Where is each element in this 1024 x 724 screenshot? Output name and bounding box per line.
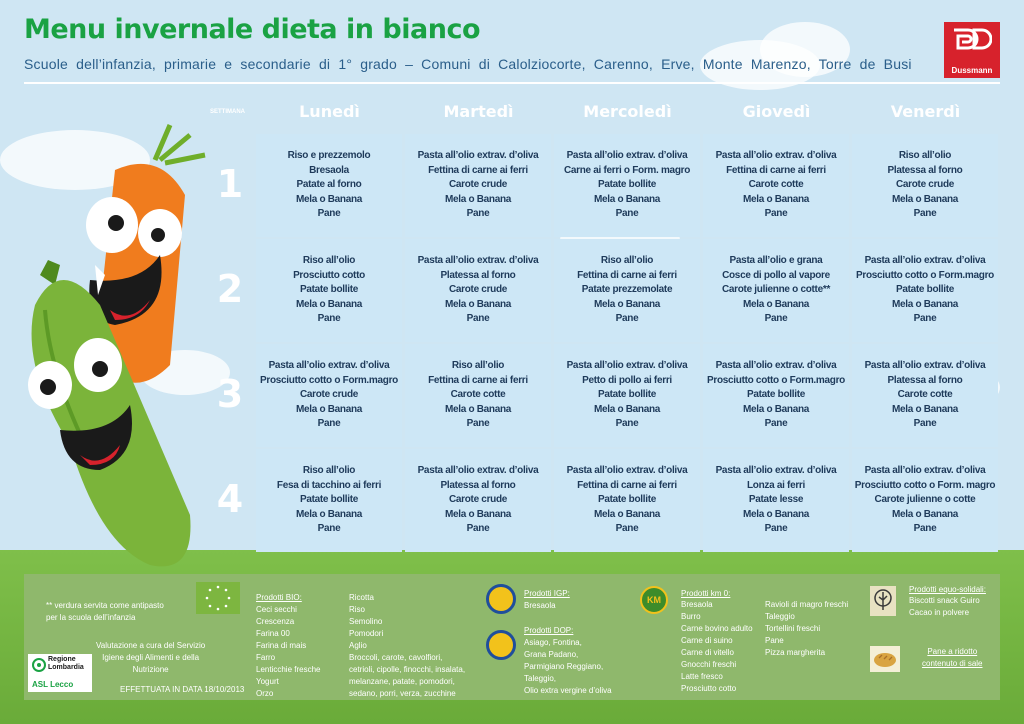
dish-line: Mela o Banana (891, 298, 959, 310)
equo-list: Biscotti snack Guiro Cacao in polvere (909, 596, 980, 617)
dish-line: Platessa al forno (440, 479, 516, 491)
dish-line: Pane (764, 208, 788, 220)
dish-line: Pane (615, 523, 639, 535)
dish-line: Mela o Banana (891, 403, 959, 415)
dop-title: Prodotti DOP: (524, 626, 574, 635)
dish-line: Lonza ai ferri (746, 479, 806, 491)
dish-line: Mela o Banana (593, 298, 661, 310)
day-header-wednesday: Mercoledì (583, 102, 672, 121)
menu-cell-w3-friday (852, 344, 998, 447)
km0-badge-icon: KM (640, 586, 668, 614)
menu-cell-w1-tuesday (405, 134, 551, 237)
dish-line: Patate bollite (299, 494, 359, 506)
dish-line: Riso all’olio (302, 255, 356, 267)
footer-legend (24, 574, 1000, 700)
vegetable-characters-illustration (20, 115, 220, 585)
dish-line: Prosciutto cotto o Form.magro (260, 374, 398, 386)
menu-cell-w4-monday (256, 449, 402, 552)
dish-line: Platessa al forno (887, 164, 963, 176)
page-title: Menu invernale dieta in bianco (24, 14, 481, 45)
menu-cell-w1-thursday (703, 134, 849, 237)
dish-line: Pane (466, 418, 490, 430)
week-column-header: SETTIMANA (210, 109, 245, 115)
dish-line: Pane (764, 523, 788, 535)
menu-cell-w4-friday (852, 449, 998, 552)
dish-line: Mela o Banana (444, 508, 512, 520)
menu-cell-w1-friday (852, 134, 998, 237)
dish-line: Pasta all’olio extrav. d’oliva (566, 360, 688, 372)
dish-line: Carote cotte (450, 389, 506, 401)
dish-line: Riso all’olio (898, 150, 952, 162)
dish-line: Patate lesse (748, 494, 804, 506)
dish-line: Carne ai ferri o Form. magro (563, 164, 691, 176)
menu-cell-w1-monday (256, 134, 402, 237)
dish-line: Pasta all’olio e grana (729, 255, 823, 267)
dish-line: Carote crude (448, 179, 508, 191)
menu-cell-w3-wednesday (554, 344, 700, 447)
dish-line: Pasta all’olio extrav. d’oliva (417, 465, 539, 477)
week-number-4: 4 (216, 477, 244, 521)
dish-line: Riso e prezzemolo (287, 150, 371, 162)
dish-line: Carote crude (299, 389, 359, 401)
dish-line: Pane (913, 523, 937, 535)
menu-cell-w2-friday (852, 239, 998, 342)
menu-cell-w1-wednesday (554, 134, 700, 237)
dish-line: Mela o Banana (444, 298, 512, 310)
dish-line: Mela o Banana (295, 403, 363, 415)
pane-note: Pane a ridotto contenuto di sale (922, 647, 983, 668)
dish-line: Bresaola (309, 164, 349, 176)
dish-line: Patate bollite (299, 284, 359, 296)
dish-line: Pane (615, 418, 639, 430)
dish-line: Pane (317, 523, 341, 535)
dish-line: Patate prezzemolate (581, 284, 673, 296)
dussmann-mark-icon (952, 26, 992, 52)
dish-line: Mela o Banana (742, 193, 810, 205)
igp-list: Bresaola (524, 601, 556, 610)
dish-line: Pane (615, 313, 639, 325)
dish-line: Pane (913, 313, 937, 325)
dish-line: Mela o Banana (742, 403, 810, 415)
dish-line: Fettina di carne ai ferri (577, 269, 677, 281)
dish-line: Pane (615, 208, 639, 220)
dish-line: Pasta all’olio extrav. d’oliva (864, 465, 986, 477)
dish-line: Pasta all’olio extrav. d’oliva (715, 360, 837, 372)
dop-list: Asiago, Fontina, Grana Padano, Parmigiano Reggiano, Taleggio, Olio extra vergine d’oliva (524, 638, 612, 695)
dish-line: Mela o Banana (891, 193, 959, 205)
dish-line: Mela o Banana (593, 403, 661, 415)
dish-line: Mela o Banana (593, 508, 661, 520)
dish-line: Mela o Banana (593, 193, 661, 205)
menu-cell-w3-tuesday (405, 344, 551, 447)
km0-title: Prodotti km 0: (681, 589, 731, 598)
menu-cell-w4-tuesday (405, 449, 551, 552)
dish-line: Pasta all’olio extrav. d’oliva (417, 150, 539, 162)
dop-seal-icon (486, 630, 516, 660)
dussmann-logo (944, 22, 1000, 78)
lombardy-rose-icon (31, 657, 47, 673)
validation-note: Valutazione a cura del Servizio Igiene degli Alimenti e della Nutrizione (96, 641, 206, 674)
dish-line: Pane (764, 418, 788, 430)
dish-line: Mela o Banana (742, 298, 810, 310)
dish-line: Fettina di carne ai ferri (577, 479, 677, 491)
bio-list-2: Ricotta Riso Semolino Pomodori Aglio Broccoli, carote, cavolfiori, cetrioli, cipolle, finocchi, insalata, melanzane, patate, pomodori, sedano, porri, verza, zucchine (349, 593, 466, 698)
dish-line: Carote cotte (748, 179, 804, 191)
dish-line: Fettina di carne ai ferri (428, 164, 528, 176)
regione-label: Regione Lombardia (48, 656, 84, 671)
menu-cell-w2-wednesday (554, 239, 700, 342)
menu-cell-w2-tuesday (405, 239, 551, 342)
dish-line: Mela o Banana (295, 298, 363, 310)
dish-line: Carote julienne o cotte** (721, 284, 831, 296)
dish-line: Pane (913, 418, 937, 430)
day-header-tuesday: Martedì (443, 102, 514, 121)
dish-line: Patate bollite (746, 389, 806, 401)
menu-cell-w2-thursday (703, 239, 849, 342)
dish-line: Mela o Banana (295, 193, 363, 205)
logo-label: Dussmann (951, 66, 993, 75)
fair-trade-tree-icon (870, 586, 896, 616)
bio-title: Prodotti BIO: (256, 593, 302, 602)
dish-line: Pane (317, 208, 341, 220)
dish-line: Prosciutto cotto o Form. magro (854, 479, 996, 491)
dish-line: Mela o Banana (444, 403, 512, 415)
menu-cell-w4-thursday (703, 449, 849, 552)
dish-line: Mela o Banana (891, 508, 959, 520)
menu-cell-w3-monday (256, 344, 402, 447)
dish-line: Pasta all’olio extrav. d’oliva (566, 465, 688, 477)
week-number-2: 2 (216, 267, 244, 311)
dish-line: Prosciutto cotto o Form.magro (707, 374, 845, 386)
dish-line: Pasta all’olio extrav. d’oliva (715, 465, 837, 477)
dish-line: Pasta all’olio extrav. d’oliva (417, 255, 539, 267)
dish-line: Carote crude (895, 179, 955, 191)
dish-line: Pasta all’olio extrav. d’oliva (566, 150, 688, 162)
validation-date: EFFETTUATA IN DATA 18/10/2013 (120, 685, 245, 694)
antipasto-note: ** verdura servita come antipasto per la scuola dell’infanzia (46, 601, 164, 622)
dish-line: Patate bollite (597, 494, 657, 506)
regione-lombardia-logo (28, 654, 92, 692)
dish-line: Pane (317, 313, 341, 325)
dish-line: Carote crude (448, 284, 508, 296)
asl-label: ASL Lecco (32, 680, 74, 689)
day-header-monday: Lunedì (299, 102, 360, 121)
dish-line: Mela o Banana (444, 193, 512, 205)
week-number-1: 1 (216, 162, 244, 206)
dish-line: Petto di pollo ai ferri (582, 374, 672, 386)
dish-line: Mela o Banana (742, 508, 810, 520)
dish-line: Carote julienne o cotte (874, 494, 976, 506)
dish-line: Pasta all’olio extrav. d’oliva (864, 360, 986, 372)
dish-line: Pane (764, 313, 788, 325)
equo-title: Prodotti equo-solidali: (909, 585, 986, 594)
dish-line: Pane (317, 418, 341, 430)
eu-organic-leaf-icon (196, 582, 240, 614)
dish-line: Carote cotte (897, 389, 953, 401)
menu-cell-w3-thursday (703, 344, 849, 447)
dish-line: Platessa al forno (440, 269, 516, 281)
dish-line: Fettina di carne ai ferri (428, 374, 528, 386)
km0-list-2: Ravioli di magro freschi Taleggio Tortellini freschi Pane Pizza margherita (765, 600, 849, 657)
dish-line: Mela o Banana (295, 508, 363, 520)
dish-line: Pasta all’olio extrav. d’oliva (864, 255, 986, 267)
bio-list-1: Ceci secchi Crescenza Farina 00 Farina di mais Farro Lenticchie fresche Yogurt Orzo (256, 605, 321, 698)
dish-line: Riso all’olio (302, 465, 356, 477)
dish-line: Pane (466, 523, 490, 535)
dish-line: Riso all’olio (451, 360, 505, 372)
dish-line: Patate bollite (895, 284, 955, 296)
dish-line: Riso all’olio (600, 255, 654, 267)
igp-seal-icon (486, 584, 516, 614)
dish-line: Pane (913, 208, 937, 220)
dish-line: Fettina di carne ai ferri (726, 164, 826, 176)
dish-line: Patate bollite (597, 389, 657, 401)
dish-line: Cosce di pollo al vapore (722, 269, 830, 281)
dish-line: Prosciutto cotto o Form.magro (856, 269, 994, 281)
km0-list-1: Bresaola Burro Carne bovino adulto Carne di suino Carne di vitello Gnocchi freschi Latte fresco Prosciutto cotto (681, 600, 753, 693)
dish-line: Prosciutto cotto (293, 269, 365, 281)
dish-line: Pane (466, 313, 490, 325)
menu-cell-w4-wednesday (554, 449, 700, 552)
day-header-friday: Venerdì (890, 102, 961, 121)
dish-line: Platessa al forno (887, 374, 963, 386)
week-number-3: 3 (216, 372, 244, 416)
dish-line: Pasta all’olio extrav. d’oliva (268, 360, 390, 372)
day-header-thursday: Giovedì (742, 102, 811, 121)
dish-line: Pane (466, 208, 490, 220)
igp-title: Prodotti IGP: (524, 589, 570, 598)
page-subtitle: Scuole dell’infanzia, primarie e secondarie di 1° grado – Comuni di Calolziocorte, Carenno, Erve, Monte Marenzo, Torre de Busi (24, 56, 912, 72)
dish-line: Pasta all’olio extrav. d’oliva (715, 150, 837, 162)
bread-icon (870, 646, 900, 672)
dish-line: Carote crude (448, 494, 508, 506)
dish-line: Patate al forno (296, 179, 362, 191)
dish-line: Patate bollite (597, 179, 657, 191)
title-divider (24, 82, 1000, 84)
dish-line: Fesa di tacchino ai ferri (276, 479, 382, 491)
menu-cell-w2-monday (256, 239, 402, 342)
